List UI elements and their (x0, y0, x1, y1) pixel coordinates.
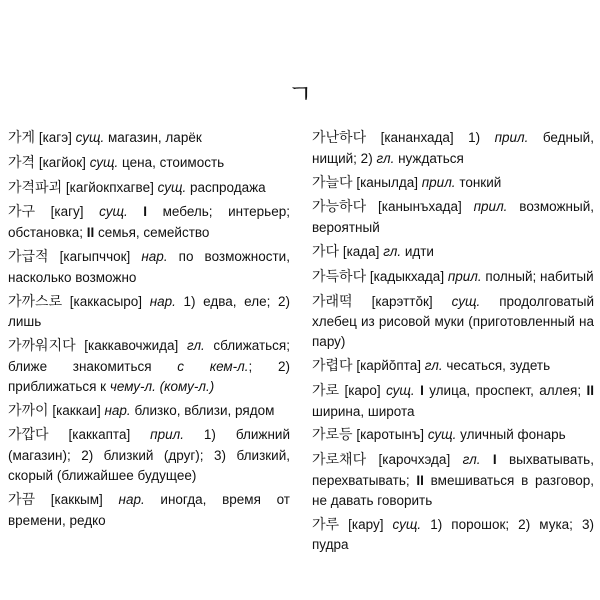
entry-definition-text (130, 427, 150, 442)
entry-transcription: [кагйок] (38, 154, 86, 170)
entry-definition-text (450, 452, 462, 467)
entry-definition-text: чему-л. (109, 378, 156, 394)
entry-transcription: [каккавочжида] (84, 338, 179, 354)
entry-transcription: [каротынъ] (356, 427, 425, 443)
entry-transcription: [карочхэда] (378, 452, 451, 468)
entry-grammar-label: гл. (462, 452, 481, 468)
dictionary-entry (312, 173, 594, 194)
entry-headword: 가까워지다 (8, 338, 76, 355)
entry-grammar-label: сущ. (75, 130, 105, 145)
dictionary-entry (8, 336, 290, 396)
entry-definition-text (178, 338, 187, 353)
entry-definition-text (383, 517, 392, 532)
entry-transcription: [каккасыро] (69, 293, 143, 309)
dictionary-entry (8, 178, 290, 199)
entry-definition-text (84, 204, 100, 219)
entry-grammar-label: гл. (186, 338, 205, 354)
entry-transcription: [карэттŏк] (371, 293, 433, 309)
entry-grammar-label: гл. (424, 357, 443, 373)
entry-headword: 가능하다 (312, 199, 367, 216)
entry-transcription: [кагу] (50, 204, 84, 220)
entry-grammar-label: прил. (421, 174, 456, 190)
entry-transcription: [каккым] (50, 491, 103, 507)
dictionary-entry (8, 153, 290, 174)
entry-grammar-label: сущ. (99, 204, 128, 220)
entry-definition-text: близко, вблизи, рядом (130, 402, 275, 418)
left-column (8, 128, 290, 534)
entry-transcription: [канылда] (356, 174, 418, 190)
entry-definition-text (130, 249, 141, 264)
entry-grammar-label: прил. (150, 427, 184, 443)
entry-definition-text: семья, семейство (94, 225, 210, 241)
entry-sense-number: II (416, 472, 424, 488)
entry-grammar-label: сущ. (427, 427, 457, 443)
dictionary-entry (8, 128, 290, 149)
entry-transcription: [каро] (344, 382, 381, 398)
entry-transcription: [каккапта] (68, 427, 131, 443)
entry-definition-text: иногда, время от времени, редко (8, 491, 290, 528)
entry-sense-number: I (143, 204, 148, 220)
entry-definition-text: бедный, нищий; 2) (312, 130, 594, 166)
entry-definition-text: мебель; интерьер; обстановка; (8, 204, 290, 241)
entry-headword: 가로등 (312, 427, 353, 444)
entry-headword: 가렵다 (312, 357, 353, 374)
entry-definition-text: цена, стоимость (118, 154, 225, 170)
entry-headword: 가까이 (8, 402, 49, 419)
entry-headword: 가격파괴 (8, 179, 63, 196)
entry-grammar-label: нар. (141, 248, 168, 264)
entry-definition-text (128, 204, 144, 219)
entry-definition-text: нуждаться (394, 150, 464, 166)
entry-headword: 가로 (312, 382, 340, 399)
dictionary-entry (312, 292, 594, 352)
entry-definition-text: магазин, ларёк (104, 130, 202, 145)
entry-headword: 가구 (8, 204, 36, 221)
entry-definition-text: продолговатый хлебец из рисовой муки (приготовленный на пару) (312, 293, 594, 350)
entry-headword: 가늘다 (312, 174, 353, 191)
dictionary-entry (8, 425, 290, 485)
entry-grammar-label: сущ. (451, 293, 481, 309)
entry-transcription: [кару] (348, 516, 384, 532)
entry-definition-text (142, 294, 150, 309)
dictionary-entry (312, 381, 594, 422)
entry-headword: 가급적 (8, 248, 49, 265)
entry-grammar-label: сущ. (392, 516, 422, 532)
entry-sense-number: II (586, 382, 594, 398)
entry-definition-text: ширина, широта (312, 403, 415, 419)
entry-definition-text: тонкий (455, 174, 502, 190)
entry-grammar-label: прил. (494, 130, 529, 145)
entry-headword: 가다 (312, 243, 340, 260)
entry-definition-text: сближаться; ближе знакомиться (8, 338, 290, 374)
entry-grammar-label: нар. (104, 402, 131, 418)
entry-definition-text: уличный фонарь (456, 427, 566, 443)
entry-definition-text: идти (401, 243, 434, 259)
entry-grammar-label: сущ. (386, 382, 415, 398)
dictionary-entry (8, 292, 290, 333)
entry-transcription: [карйŏпта] (356, 357, 421, 373)
entry-headword: 가까스로 (8, 293, 63, 310)
dictionary-entry (8, 490, 290, 531)
entry-definition-text: распродажа (186, 179, 266, 195)
dictionary-entry (312, 197, 594, 238)
entry-headword: 가난하다 (312, 130, 367, 146)
entry-definition-text (462, 199, 474, 214)
entry-transcription: [кананхада] (380, 130, 454, 145)
entry-sense-number: II (86, 225, 95, 241)
entry-headword: 가득하다 (312, 268, 367, 285)
entry-headword: 가루 (312, 516, 340, 533)
entry-definition-text (433, 294, 452, 309)
dictionary-entry (8, 247, 290, 288)
dictionary-entry (312, 515, 594, 556)
entry-definition-text (103, 492, 119, 507)
entry-definition-text: вмешиваться в разговор, не давать говорить (312, 472, 595, 508)
right-column (312, 128, 594, 559)
entry-grammar-label: прил. (447, 268, 482, 284)
dictionary-entry (312, 450, 594, 510)
entry-transcription: [кагыпччок] (59, 248, 131, 264)
entry-transcription: [кагэ] (38, 130, 72, 145)
entry-transcription: [кагйокпхагве] (65, 179, 154, 195)
entry-grammar-label: нар. (149, 293, 176, 309)
entry-definition-text: ; 2) приближаться к (8, 358, 290, 394)
entry-definition-text (480, 452, 492, 467)
entry-grammar-label: сущ. (89, 154, 119, 170)
entry-headword: 가깝다 (8, 427, 49, 444)
entry-definition-text: с кем-л. (177, 358, 249, 374)
entry-definition-text: чесаться, зудеть (442, 357, 551, 373)
entry-definition-text: 1) едва, еле; 2) лишь (8, 293, 290, 330)
dictionary-entry (312, 425, 594, 446)
entry-transcription: [каккаи] (52, 402, 101, 418)
entry-definition-text: 1) (453, 130, 495, 145)
dictionary-entry (312, 242, 594, 263)
dictionary-entry (312, 267, 594, 288)
entry-grammar-label: нар. (118, 491, 145, 507)
entry-transcription: [кадыкхада] (369, 268, 445, 284)
entry-grammar-label: сущ. (157, 179, 187, 195)
section-letter: ㄱ (287, 80, 313, 110)
entry-grammar-label: прил. (473, 199, 508, 215)
entry-grammar-label: гл. (383, 243, 402, 259)
entry-headword: 가래떡 (312, 293, 353, 310)
entry-headword: 가끔 (8, 491, 36, 508)
dictionary-entry (312, 128, 594, 169)
entry-grammar-label: гл. (376, 150, 395, 166)
entry-definition-text: (кому-л.) (159, 378, 215, 394)
entry-definition-text: улица, проспект, аллея; (423, 382, 587, 398)
entry-definition-text: возможный, вероятный (312, 199, 594, 236)
entry-definition-text: по возможности, насколько возможно (8, 248, 290, 285)
dictionary-entry (8, 202, 290, 243)
entry-headword: 가로채다 (312, 452, 367, 469)
entry-definition-text: полный; набитый (481, 268, 594, 284)
entry-headword: 가격 (8, 154, 36, 171)
entry-transcription: [канынъхада] (377, 199, 462, 215)
dictionary-entry (312, 356, 594, 377)
entry-definition-text: 1) порошок; 2) мука; 3) пудра (312, 516, 594, 553)
entry-sense-number: I (492, 452, 497, 468)
entry-definition-text: выхватывать, перехватывать; (312, 452, 594, 488)
entry-headword: 가게 (8, 130, 36, 146)
entry-definition-text: 1) ближний (магазин); 2) близкий (друг); 3) близкий, скорый (ближайшее будущее) (8, 427, 290, 483)
entry-transcription: [када] (342, 243, 380, 259)
entry-sense-number: I (420, 382, 424, 398)
dictionary-entry (8, 401, 290, 422)
